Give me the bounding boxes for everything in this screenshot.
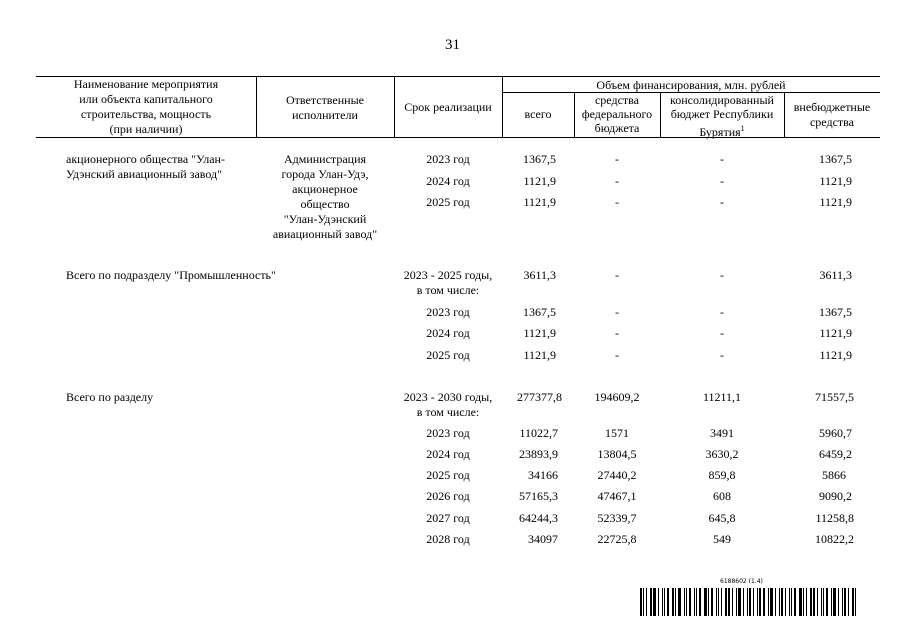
federal-cell: 47467,1	[597, 489, 637, 503]
barcode-bar	[721, 588, 722, 616]
barcode-bar	[838, 588, 839, 616]
header-text: бюджета	[594, 121, 640, 135]
barcode-bar	[768, 588, 769, 616]
total-cell: 34166	[528, 468, 558, 482]
total-cell: 34097	[528, 532, 558, 546]
barcode-bar	[842, 588, 843, 616]
barcode-bar	[675, 588, 676, 616]
term-cell: 2023 год	[426, 426, 470, 440]
total-cell: 1121,9	[523, 348, 556, 362]
header-total-column: всего	[524, 107, 552, 121]
barcode-bar	[650, 588, 652, 616]
header-text: средства	[594, 93, 639, 107]
total-cell: 1367,5	[523, 152, 556, 166]
barcode-bar	[757, 588, 758, 616]
barcode-bar	[646, 588, 647, 616]
executor-line: общество	[300, 197, 350, 211]
barcode-bar	[711, 588, 713, 616]
barcode-bar	[658, 588, 659, 616]
barcode-bar	[759, 588, 761, 616]
barcode-bar	[810, 588, 812, 616]
barcode-bar	[817, 588, 818, 616]
barcode-bar	[686, 588, 687, 616]
executor-line: авиационный завод"	[272, 227, 378, 241]
term-cell: в том числе:	[416, 405, 480, 419]
total-cell: 11022,7	[519, 426, 558, 440]
consolidated-cell: -	[720, 174, 724, 188]
barcode-bar	[678, 588, 681, 616]
federal-cell: -	[615, 326, 619, 340]
barcode-bar	[753, 588, 754, 616]
barcode-bar	[716, 588, 717, 616]
barcode-bar	[779, 588, 780, 616]
federal-cell: 1571	[605, 426, 629, 440]
term-cell: 2023 - 2025 годы,	[403, 268, 493, 282]
term-cell: 2024 год	[426, 447, 470, 461]
barcode-bar	[704, 588, 707, 616]
term-cell: 2024 год	[426, 174, 470, 188]
term-cell: 2023 год	[426, 305, 470, 319]
barcode-bar	[696, 588, 697, 616]
barcode-bar	[806, 588, 807, 616]
consolidated-cell: 11211,1	[702, 390, 742, 404]
total-cell: 1367,5	[523, 305, 556, 319]
consolidated-cell: 859,8	[708, 468, 736, 482]
barcode-bar	[725, 588, 727, 616]
total-cell: 1121,9	[523, 195, 556, 209]
page-number: 31	[445, 37, 460, 53]
consolidated-cell: 3491	[710, 426, 734, 440]
barcode-bar	[799, 588, 802, 616]
header-text: внебюджетные	[793, 100, 871, 114]
term-cell: 2026 год	[426, 489, 470, 503]
header-text	[660, 121, 784, 140]
extra-cell: 10822,2	[815, 532, 854, 546]
consolidated-cell: -	[720, 348, 724, 362]
executor-line: Администрация	[283, 152, 367, 166]
barcode-bar	[791, 588, 792, 616]
federal-cell: -	[615, 348, 619, 362]
barcode-bar	[736, 588, 737, 616]
term-cell: 2025 год	[426, 195, 470, 209]
extra-cell: 6459,2	[819, 447, 852, 461]
consolidated-cell: -	[720, 195, 724, 209]
consolidated-cell: 608	[713, 489, 731, 503]
barcode-bar	[662, 588, 663, 616]
term-cell: 2025 год	[426, 348, 470, 362]
term-cell: 2023 год	[426, 152, 470, 166]
barcode-bar	[852, 588, 854, 616]
total-cell: 23893,9	[519, 447, 558, 461]
total-cell: 57165,3	[519, 489, 558, 503]
extra-cell: 1121,9	[819, 195, 852, 209]
extra-cell: 1367,5	[819, 305, 852, 319]
barcode-bar	[826, 588, 828, 616]
footnote-marker: 1	[740, 124, 745, 133]
barcode-bar	[664, 588, 665, 616]
barcode-bar	[749, 588, 751, 616]
barcode-bar	[694, 588, 695, 616]
total-cell: 277377,8	[517, 390, 562, 404]
barcode-bar	[667, 588, 669, 616]
federal-cell: -	[615, 174, 619, 188]
term-cell: 2024 год	[426, 326, 470, 340]
barcode	[640, 588, 860, 616]
extra-cell: 1121,9	[819, 348, 852, 362]
term-cell: в том числе:	[416, 283, 480, 297]
barcode-bar	[747, 588, 748, 616]
barcode-bar	[823, 588, 824, 616]
federal-cell: -	[615, 195, 619, 209]
consolidated-cell: 3630,2	[705, 447, 739, 461]
barcode-bar	[775, 588, 776, 616]
header-text: бюджет Республики	[670, 107, 774, 121]
section-total-label: Всего по разделу	[66, 390, 154, 404]
barcode-bar	[689, 588, 691, 616]
consolidated-cell: -	[720, 268, 724, 282]
barcode-bar	[718, 588, 719, 616]
consolidated-cell: -	[720, 152, 724, 166]
term-cell: 2028 год	[426, 532, 470, 546]
term-cell: 2023 - 2030 годы,	[403, 390, 493, 404]
term-cell: 2027 год	[426, 511, 470, 525]
total-cell: 1121,9	[523, 326, 556, 340]
barcode-bar	[708, 588, 709, 616]
extra-cell: 9090,2	[819, 489, 852, 503]
header-text: Наименование мероприятия	[73, 77, 219, 91]
header-text: исполнители	[292, 108, 358, 122]
barcode-bar	[763, 588, 765, 616]
barcode-bar	[653, 588, 656, 616]
barcode-bar	[643, 588, 644, 616]
barcode-bar	[833, 588, 836, 616]
barcode-bar	[699, 588, 701, 616]
total-cell: 1121,9	[523, 174, 556, 188]
activity-name-line: акционерного общества "Улан-	[66, 152, 225, 166]
federal-cell: 194609,2	[594, 390, 640, 404]
subsection-total-label: Всего по подразделу "Промышленность"	[66, 268, 276, 282]
barcode-bar	[844, 588, 846, 616]
extra-cell: 71557,5	[815, 390, 854, 404]
barcode-bar	[640, 588, 642, 616]
barcode-bar	[794, 588, 796, 616]
extra-cell: 5866	[822, 468, 846, 482]
extra-cell: 3611,3	[819, 268, 852, 282]
total-cell: 64244,3	[519, 511, 558, 525]
barcode-bar	[855, 588, 856, 616]
header-text: средства	[809, 115, 854, 129]
barcode-bar	[738, 588, 741, 616]
header-term-column: Срок реализации	[404, 100, 492, 114]
barcode-id: 6188602 (1.4)	[720, 578, 763, 585]
consolidated-cell: -	[720, 326, 724, 340]
header-funding-group: Объем финансирования, млн. рублей	[596, 78, 786, 92]
barcode-bar	[672, 588, 674, 616]
barcode-bar	[728, 588, 730, 616]
header-text: или объекта капитального	[79, 92, 213, 106]
barcode-bar	[821, 588, 822, 616]
federal-cell: 13804,5	[597, 447, 637, 461]
barcode-bar	[848, 588, 849, 616]
executor-line: города Улан-Удэ,	[281, 167, 369, 181]
consolidated-cell: -	[720, 305, 724, 319]
header-text: федерального	[581, 107, 653, 121]
extra-cell: 1121,9	[819, 326, 852, 340]
term-cell: 2025 год	[426, 468, 470, 482]
barcode-bar	[803, 588, 804, 616]
header-text: Бурятия	[699, 125, 741, 139]
executor-line: "Улан-Удэнский	[283, 212, 367, 226]
consolidated-cell: 549	[713, 532, 731, 546]
barcode-bar	[770, 588, 773, 616]
barcode-bar	[732, 588, 733, 616]
barcode-bar	[789, 588, 790, 616]
federal-cell: -	[615, 268, 619, 282]
header-text: Ответственные	[286, 93, 364, 107]
federal-cell: 22725,8	[597, 532, 637, 546]
barcode-bar	[743, 588, 744, 616]
header-text: (при наличии)	[109, 122, 183, 136]
federal-cell: 27440,2	[597, 468, 637, 482]
extra-cell: 1121,9	[819, 174, 852, 188]
barcode-bar	[831, 588, 832, 616]
federal-cell: -	[615, 305, 619, 319]
consolidated-cell: 645,8	[708, 511, 736, 525]
activity-name-line: Удэнский авиационный завод"	[66, 167, 223, 181]
extra-cell: 11258,8	[815, 511, 854, 525]
barcode-bar	[684, 588, 685, 616]
header-text: строительства, мощность	[80, 107, 212, 121]
federal-cell: 52339,7	[597, 511, 637, 525]
federal-cell: -	[615, 152, 619, 166]
total-cell: 3611,3	[523, 268, 556, 282]
barcode-bar	[781, 588, 783, 616]
extra-cell: 1367,5	[819, 152, 852, 166]
executor-line: акционерное	[292, 182, 358, 196]
barcode-bar	[785, 588, 786, 616]
barcode-bar	[813, 588, 815, 616]
header-text: консолидированный	[670, 93, 774, 107]
extra-cell: 5960,7	[819, 426, 852, 440]
